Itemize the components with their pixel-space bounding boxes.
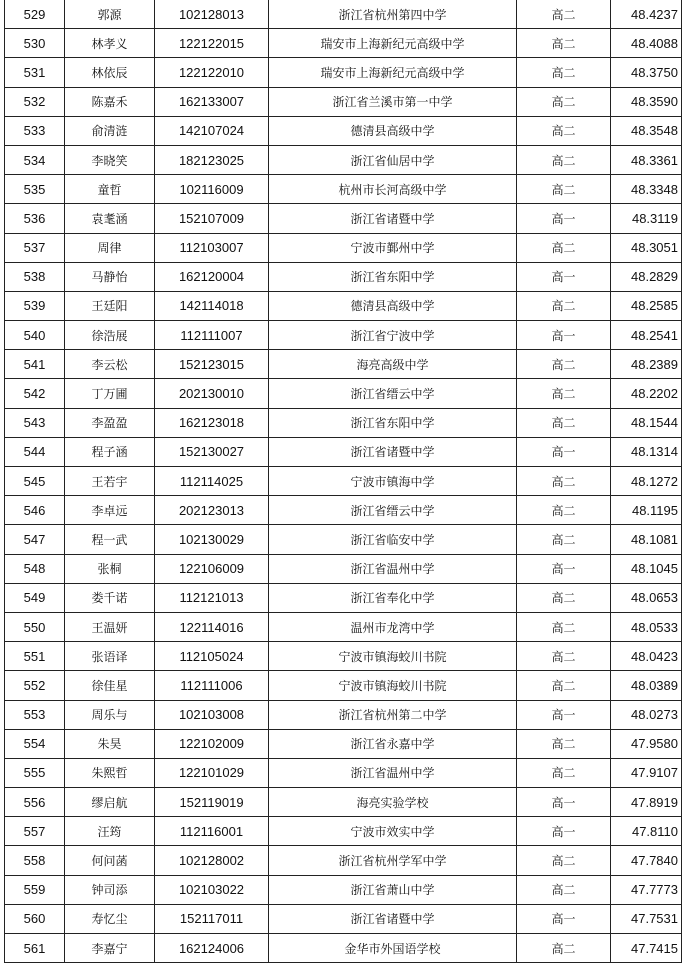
student-name-cell: 程子涵 — [65, 437, 155, 466]
rank-cell: 530 — [5, 29, 65, 58]
table-row — [5, 875, 682, 904]
grade-cell: 高一 — [517, 437, 611, 466]
score-cell: 47.8110 — [611, 817, 682, 846]
rank-cell: 560 — [5, 904, 65, 933]
school-cell: 浙江省兰溪市第一中学 — [269, 87, 517, 116]
student-name-cell: 李卓远 — [65, 496, 155, 525]
score-cell: 48.4237 — [611, 0, 682, 29]
grade-cell: 高二 — [517, 350, 611, 379]
student-id-cell: 152107009 — [155, 204, 269, 233]
score-cell: 48.3548 — [611, 116, 682, 145]
grade-cell: 高二 — [517, 875, 611, 904]
grade-cell: 高二 — [517, 525, 611, 554]
student-name-cell: 朱昊 — [65, 729, 155, 758]
student-id-cell: 202130010 — [155, 379, 269, 408]
grade-cell: 高一 — [517, 204, 611, 233]
grade-cell: 高二 — [517, 233, 611, 262]
school-cell: 瑞安市上海新纪元高级中学 — [269, 29, 517, 58]
school-cell: 浙江省宁波中学 — [269, 321, 517, 350]
score-cell: 48.1314 — [611, 437, 682, 466]
rank-cell: 538 — [5, 262, 65, 291]
table-row — [5, 758, 682, 787]
score-cell: 48.4088 — [611, 29, 682, 58]
score-cell: 48.1195 — [611, 496, 682, 525]
school-cell: 浙江省诸暨中学 — [269, 904, 517, 933]
rank-cell: 558 — [5, 846, 65, 875]
student-name-cell: 程一武 — [65, 525, 155, 554]
score-cell: 48.2541 — [611, 321, 682, 350]
rank-cell: 533 — [5, 116, 65, 145]
student-id-cell: 162133007 — [155, 87, 269, 116]
student-id-cell: 122106009 — [155, 554, 269, 583]
student-id-cell: 152123015 — [155, 350, 269, 379]
school-cell: 浙江省萧山中学 — [269, 875, 517, 904]
student-name-cell: 张桐 — [65, 554, 155, 583]
student-name-cell: 李嘉宁 — [65, 934, 155, 963]
student-name-cell: 缪启航 — [65, 788, 155, 817]
rank-cell: 556 — [5, 788, 65, 817]
student-name-cell: 马静怡 — [65, 262, 155, 291]
student-id-cell: 112111006 — [155, 671, 269, 700]
student-name-cell: 林孝义 — [65, 29, 155, 58]
rank-cell: 550 — [5, 612, 65, 641]
table-row — [5, 525, 682, 554]
student-id-cell: 162123018 — [155, 408, 269, 437]
student-id-cell: 122122015 — [155, 29, 269, 58]
student-name-cell: 徐浩展 — [65, 321, 155, 350]
school-cell: 浙江省永嘉中学 — [269, 729, 517, 758]
score-cell: 47.7840 — [611, 846, 682, 875]
student-name-cell: 汪筠 — [65, 817, 155, 846]
student-name-cell: 李盈盈 — [65, 408, 155, 437]
student-id-cell: 122102009 — [155, 729, 269, 758]
student-name-cell: 张语译 — [65, 642, 155, 671]
rank-cell: 529 — [5, 0, 65, 29]
score-cell: 48.2585 — [611, 291, 682, 320]
grade-cell: 高二 — [517, 612, 611, 641]
student-id-cell: 182123025 — [155, 145, 269, 174]
student-id-cell: 122101029 — [155, 758, 269, 787]
school-cell: 宁波市镇海蛟川书院 — [269, 642, 517, 671]
table-row — [5, 379, 682, 408]
school-cell: 浙江省杭州第四中学 — [269, 0, 517, 29]
table-row — [5, 583, 682, 612]
table-row — [5, 58, 682, 87]
table-row — [5, 934, 682, 963]
table-row — [5, 467, 682, 496]
score-cell: 47.7415 — [611, 934, 682, 963]
rank-cell: 543 — [5, 408, 65, 437]
table-row — [5, 729, 682, 758]
student-name-cell: 王温妍 — [65, 612, 155, 641]
grade-cell: 高二 — [517, 583, 611, 612]
grade-cell: 高二 — [517, 642, 611, 671]
student-id-cell: 162124006 — [155, 934, 269, 963]
table-row — [5, 846, 682, 875]
score-cell: 47.7773 — [611, 875, 682, 904]
school-cell: 宁波市镇海中学 — [269, 467, 517, 496]
student-id-cell: 152130027 — [155, 437, 269, 466]
table-row — [5, 904, 682, 933]
grade-cell: 高二 — [517, 291, 611, 320]
school-cell: 金华市外国语学校 — [269, 934, 517, 963]
student-name-cell: 俞清涟 — [65, 116, 155, 145]
school-cell: 浙江省奉化中学 — [269, 583, 517, 612]
school-cell: 浙江省温州中学 — [269, 758, 517, 787]
student-id-cell: 122114016 — [155, 612, 269, 641]
student-name-cell: 李晓笑 — [65, 145, 155, 174]
student-id-cell: 112103007 — [155, 233, 269, 262]
grade-cell: 高二 — [517, 496, 611, 525]
school-cell: 宁波市鄞州中学 — [269, 233, 517, 262]
school-cell: 海亮实验学校 — [269, 788, 517, 817]
table-row — [5, 788, 682, 817]
table-row — [5, 0, 682, 29]
student-name-cell: 寿忆尘 — [65, 904, 155, 933]
table-row — [5, 671, 682, 700]
score-cell: 48.3750 — [611, 58, 682, 87]
student-name-cell: 周乐与 — [65, 700, 155, 729]
rank-cell: 548 — [5, 554, 65, 583]
rank-cell: 555 — [5, 758, 65, 787]
table-row — [5, 321, 682, 350]
rank-cell: 549 — [5, 583, 65, 612]
score-cell: 48.3119 — [611, 204, 682, 233]
grade-cell: 高二 — [517, 408, 611, 437]
student-name-cell: 袁耄涵 — [65, 204, 155, 233]
school-cell: 瑞安市上海新纪元高级中学 — [269, 58, 517, 87]
rank-cell: 532 — [5, 87, 65, 116]
score-cell: 47.9107 — [611, 758, 682, 787]
score-cell: 48.0653 — [611, 583, 682, 612]
school-cell: 浙江省杭州学军中学 — [269, 846, 517, 875]
rank-cell: 534 — [5, 145, 65, 174]
student-id-cell: 122122010 — [155, 58, 269, 87]
school-cell: 浙江省诸暨中学 — [269, 437, 517, 466]
rank-cell: 559 — [5, 875, 65, 904]
rank-cell: 536 — [5, 204, 65, 233]
student-name-cell: 丁万圃 — [65, 379, 155, 408]
student-name-cell: 钟司添 — [65, 875, 155, 904]
score-cell: 48.1045 — [611, 554, 682, 583]
grade-cell: 高二 — [517, 846, 611, 875]
table-row — [5, 554, 682, 583]
score-cell: 48.0533 — [611, 612, 682, 641]
rank-cell: 553 — [5, 700, 65, 729]
score-cell: 48.3348 — [611, 175, 682, 204]
student-id-cell: 142114018 — [155, 291, 269, 320]
student-name-cell: 陈嘉禾 — [65, 87, 155, 116]
rank-cell: 557 — [5, 817, 65, 846]
table-row — [5, 145, 682, 174]
student-name-cell: 徐佳星 — [65, 671, 155, 700]
table-row — [5, 496, 682, 525]
school-cell: 德清县高级中学 — [269, 291, 517, 320]
rank-cell: 561 — [5, 934, 65, 963]
score-cell: 48.3051 — [611, 233, 682, 262]
table-row — [5, 408, 682, 437]
score-cell: 48.0389 — [611, 671, 682, 700]
grade-cell: 高二 — [517, 671, 611, 700]
score-cell: 47.8919 — [611, 788, 682, 817]
student-id-cell: 112116001 — [155, 817, 269, 846]
table-row — [5, 612, 682, 641]
table-row — [5, 116, 682, 145]
student-id-cell: 152119019 — [155, 788, 269, 817]
score-cell: 48.0423 — [611, 642, 682, 671]
school-cell: 浙江省缙云中学 — [269, 379, 517, 408]
score-cell: 48.1081 — [611, 525, 682, 554]
school-cell: 浙江省杭州第二中学 — [269, 700, 517, 729]
student-id-cell: 112114025 — [155, 467, 269, 496]
student-id-cell: 112105024 — [155, 642, 269, 671]
rank-cell: 535 — [5, 175, 65, 204]
rank-cell: 540 — [5, 321, 65, 350]
student-id-cell: 102128002 — [155, 846, 269, 875]
score-cell: 48.2829 — [611, 262, 682, 291]
rank-cell: 541 — [5, 350, 65, 379]
score-cell: 48.2389 — [611, 350, 682, 379]
school-cell: 德清县高级中学 — [269, 116, 517, 145]
student-id-cell: 102103008 — [155, 700, 269, 729]
school-cell: 浙江省诸暨中学 — [269, 204, 517, 233]
rank-cell: 544 — [5, 437, 65, 466]
rank-cell: 547 — [5, 525, 65, 554]
student-name-cell: 朱熙哲 — [65, 758, 155, 787]
table-row — [5, 350, 682, 379]
table-row — [5, 204, 682, 233]
table-row — [5, 642, 682, 671]
grade-cell: 高二 — [517, 58, 611, 87]
grade-cell: 高二 — [517, 116, 611, 145]
score-cell: 48.3361 — [611, 145, 682, 174]
school-cell: 浙江省临安中学 — [269, 525, 517, 554]
student-id-cell: 202123013 — [155, 496, 269, 525]
grade-cell: 高二 — [517, 0, 611, 29]
school-cell: 宁波市镇海蛟川书院 — [269, 671, 517, 700]
school-cell: 浙江省仙居中学 — [269, 145, 517, 174]
score-cell: 48.3590 — [611, 87, 682, 116]
grade-cell: 高二 — [517, 467, 611, 496]
rank-cell: 537 — [5, 233, 65, 262]
score-cell: 48.2202 — [611, 379, 682, 408]
table-row — [5, 233, 682, 262]
student-name-cell: 何问菡 — [65, 846, 155, 875]
student-id-cell: 102103022 — [155, 875, 269, 904]
rank-cell: 531 — [5, 58, 65, 87]
table-row — [5, 437, 682, 466]
grade-cell: 高二 — [517, 379, 611, 408]
student-id-cell: 102128013 — [155, 0, 269, 29]
score-cell: 47.7531 — [611, 904, 682, 933]
student-name-cell: 王廷阳 — [65, 291, 155, 320]
grade-cell: 高一 — [517, 817, 611, 846]
table-row — [5, 87, 682, 116]
table-row — [5, 262, 682, 291]
student-id-cell: 112111007 — [155, 321, 269, 350]
student-id-cell: 162120004 — [155, 262, 269, 291]
table-row — [5, 175, 682, 204]
score-cell: 48.1272 — [611, 467, 682, 496]
table-row — [5, 291, 682, 320]
rank-cell: 554 — [5, 729, 65, 758]
student-name-cell: 周律 — [65, 233, 155, 262]
student-name-cell: 童哲 — [65, 175, 155, 204]
rank-cell: 545 — [5, 467, 65, 496]
school-cell: 温州市龙湾中学 — [269, 612, 517, 641]
student-name-cell: 林依辰 — [65, 58, 155, 87]
student-id-cell: 102130029 — [155, 525, 269, 554]
rank-cell: 546 — [5, 496, 65, 525]
table-row — [5, 29, 682, 58]
student-name-cell: 李云松 — [65, 350, 155, 379]
score-cell: 48.1544 — [611, 408, 682, 437]
grade-cell: 高一 — [517, 554, 611, 583]
score-cell: 47.9580 — [611, 729, 682, 758]
student-id-cell: 152117011 — [155, 904, 269, 933]
rank-cell: 552 — [5, 671, 65, 700]
grade-cell: 高一 — [517, 700, 611, 729]
rank-cell: 551 — [5, 642, 65, 671]
grade-cell: 高一 — [517, 262, 611, 291]
school-cell: 浙江省东阳中学 — [269, 262, 517, 291]
school-cell: 浙江省东阳中学 — [269, 408, 517, 437]
grade-cell: 高二 — [517, 87, 611, 116]
school-cell: 宁波市效实中学 — [269, 817, 517, 846]
school-cell: 浙江省温州中学 — [269, 554, 517, 583]
table-row — [5, 700, 682, 729]
grade-cell: 高一 — [517, 904, 611, 933]
rank-cell: 539 — [5, 291, 65, 320]
student-id-cell: 112121013 — [155, 583, 269, 612]
student-name-cell: 郭源 — [65, 0, 155, 29]
grade-cell: 高一 — [517, 788, 611, 817]
grade-cell: 高二 — [517, 758, 611, 787]
student-id-cell: 102116009 — [155, 175, 269, 204]
school-cell: 浙江省缙云中学 — [269, 496, 517, 525]
grade-cell: 高二 — [517, 29, 611, 58]
results-table — [4, 0, 682, 963]
grade-cell: 高二 — [517, 145, 611, 174]
school-cell: 海亮高级中学 — [269, 350, 517, 379]
table-row — [5, 817, 682, 846]
grade-cell: 高二 — [517, 934, 611, 963]
grade-cell: 高二 — [517, 729, 611, 758]
student-id-cell: 142107024 — [155, 116, 269, 145]
results-table-body — [5, 0, 682, 963]
grade-cell: 高二 — [517, 175, 611, 204]
rank-cell: 542 — [5, 379, 65, 408]
grade-cell: 高一 — [517, 321, 611, 350]
score-cell: 48.0273 — [611, 700, 682, 729]
student-name-cell: 娄千诺 — [65, 583, 155, 612]
student-name-cell: 王若宇 — [65, 467, 155, 496]
school-cell: 杭州市长河高级中学 — [269, 175, 517, 204]
